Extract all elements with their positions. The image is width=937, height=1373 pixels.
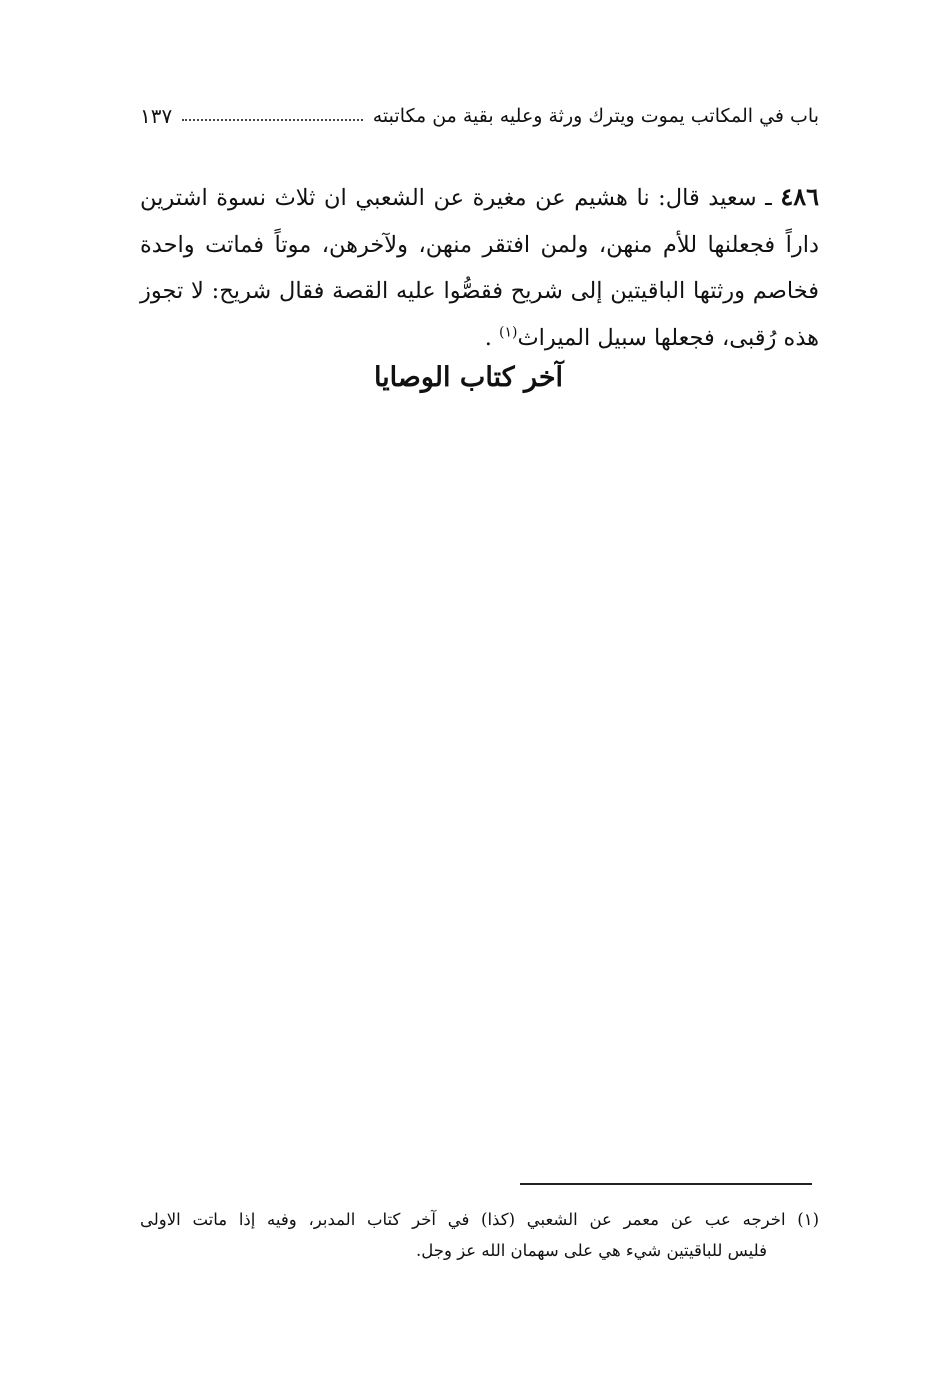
footnote-marker: (١): [797, 1210, 820, 1229]
header-leader-dots: [182, 119, 363, 121]
header-title: باب في المكاتب يموت ويترك ورثة وعليه بقية من مكاتبته: [372, 105, 819, 127]
footnote-text-line-1: اخرجه عب عن معمر عن الشعبي (كذا) في آخر كتاب المدبر، وفيه إذا ماتت الاولى: [140, 1210, 786, 1229]
entry-text-line-4: هذه رُقبى، فجعلها سبيل الميراث: [517, 324, 819, 351]
entry-line: [140, 174, 819, 222]
hadith-entry: [140, 174, 819, 361]
entry-line: [140, 315, 819, 362]
entry-text-line-3: فخاصم ورثتها الباقيتين إلى شريح فقصُّوا عليه القصة فقال شريح: لا تجوز: [140, 278, 819, 304]
entry-text-line-2: داراً فجعلنها للأم منهن، ولمن افتقر منهن، ولآخرهن، موتاً فماتت واحدة: [140, 231, 819, 258]
running-header: [140, 98, 819, 134]
page-number: ١٣٧: [140, 104, 173, 128]
entry-dash: ـ: [765, 185, 772, 211]
footnotes: [140, 1204, 819, 1266]
footnote-text-line-2: فليس للباقيتين شيء هي على سهمان الله عز وجل.: [416, 1241, 767, 1260]
footnote-divider: [520, 1183, 812, 1185]
entry-text-line-1: سعيد قال: نا هشيم عن مغيرة عن الشعبي ان ثلاث نسوة اشترين: [140, 185, 757, 211]
footnote-line: [140, 1204, 819, 1235]
section-end-heading: آخر كتاب الوصايا: [373, 362, 564, 393]
entry-number: ٤٨٦: [780, 182, 820, 211]
footnote-reference: (١): [499, 324, 518, 340]
entry-end-mark: .: [484, 324, 492, 351]
